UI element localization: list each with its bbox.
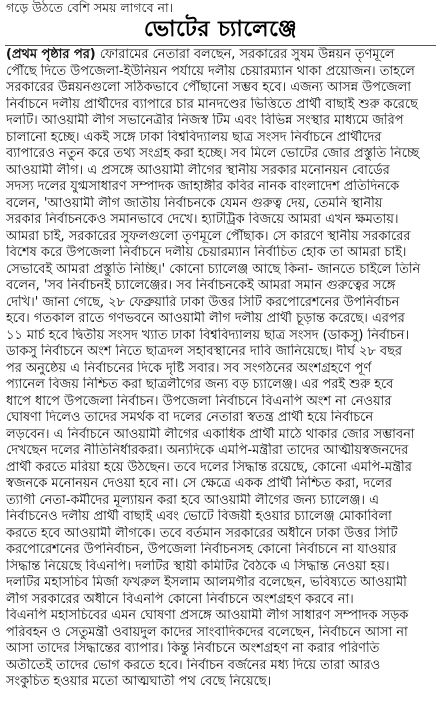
article-line-text: নির্বাচনে দলীয় প্রার্থীদের ব্যাপারে চার মানদণ্ডের ভিত্তিতে প্রার্থী বাছাই শুরু করেছে: [6, 96, 418, 112]
article-line: [6, 212, 436, 229]
article-line: [6, 146, 436, 163]
article-line-text: সদস্য দলের যুগ্মসাধারণ সম্পাদক জাহাঙ্গীর কবির নানক বাংলাদেশ প্রতিদিনকে: [6, 179, 400, 194]
article-line: [6, 97, 436, 114]
article-line: [6, 394, 436, 411]
article-line-text: ১১ মার্চ হবে দ্বিতীয় সংসদ খ্যাত ঢাকা বিশ্ববিদ্যালয় ছাত্র সংসদ (ডাকসু) নির্বাচন।: [6, 327, 410, 343]
article-line-text: বলেন, 'সব নির্বাচনই চ্যালেঞ্জের। সব নির্বাচনকেই আমরা সমান গুরুত্বের সঙ্গে: [6, 278, 396, 293]
article-line-text: লীগ সরকারের অধীনে বিএনপি কোনো নির্বাচনে অংশগ্রহণ করবে না।: [6, 591, 354, 607]
article-line: [6, 163, 436, 180]
article-line-text: সংকুচিত হওয়ার মতো আত্মঘাতী পথ বেছে নিয়েছে।: [6, 674, 272, 689]
article-line: [6, 179, 436, 196]
article-line-text: সিদ্ধান্ত নিয়েছে বিএনপি। দলটির স্থায়ী কমিটির বৈঠকে এ সিদ্ধান্ত নেওয়া হয়।: [6, 558, 390, 574]
article-line: [6, 674, 436, 691]
article-line: [6, 344, 436, 361]
article-line-text: পরিবহন ও সেতুমন্ত্রী ওবায়দুল কাদের সাংবাদিকদের বলেছেন, নির্বাচনে আসা না: [6, 624, 408, 640]
article-line-text: দেখি।' জানা গেছে, ২৮ ফেব্রুয়ারি ঢাকা উত্তর সিটি করপোরেশনের উপনির্বাচন: [6, 294, 400, 310]
article-line-text: দেখছেন দলের নীতিনির্ধারকরা। অন্যদিকে এমপি-মন্ত্রীরা তাদের আত্মীয়স্বজনদের: [6, 443, 409, 458]
article-line: [6, 542, 436, 559]
article-line-text: লড়বেন। এ নির্বাচনে আওয়ামী লীগের একাধিক প্রার্থী মাঠে থাকার জোর সম্ভাবনা: [6, 426, 415, 442]
lead-marker: (প্রথম পৃষ্ঠার পর): [6, 47, 96, 62]
article-line: [6, 460, 436, 477]
article-line-text: সরকারের উন্নয়নগুলো সঠিকভাবে পৌঁছানো সম্ভব হবে। এজন্য আসন্ন উপজেলা: [6, 80, 411, 95]
article-line-text: অতীতেই তাদের ভোগ করতে হবে। নির্বাচন বর্জনের মধ্য দিয়ে তারা আরও: [6, 657, 381, 673]
article-line-text: বলেন, 'আওয়ামী লীগ জাতীয় নির্বাচনকে যেমন গুরুত্ব দেয়, তেমনি স্থানীয়: [6, 195, 383, 211]
article-line: [6, 377, 436, 394]
article-line-text: প্রার্থী করতে মরিয়া হয়ে উঠছেন। তবে দলের সিদ্ধান্ত রয়েছে, কোনো এমপি-মন্ত্রীর: [6, 459, 412, 475]
article-line: [6, 328, 436, 345]
article-line-text: ডাকসু নির্বাচনে অংশ নিতে ছাত্রদল সহাবস্থানের দাবি জানিয়েছে। দীর্ঘ ২৮ বছর: [6, 344, 402, 359]
article-line-text: করপোরেশনের উপনির্বাচন, উপজেলা নির্বাচনসহ কোনো নির্বাচনে না যাওয়ার: [6, 542, 397, 557]
article-line: [6, 229, 436, 246]
article-line: [6, 493, 436, 510]
article-line: [6, 47, 436, 64]
article-line: [6, 608, 436, 625]
headline-rule: [5, 45, 436, 46]
article-line: [6, 311, 436, 328]
article-line: [6, 245, 436, 262]
article-line: [6, 509, 436, 526]
article-line: [6, 526, 436, 543]
article-line: [6, 410, 436, 427]
article-line: [6, 443, 436, 460]
article-line: [6, 641, 436, 658]
article-line: [6, 559, 436, 576]
article-line-text: ত্যাগী নেতা-কর্মীদের মূল্যায়ন করা হবে আওয়ামী লীগের জন্য চ্যালেঞ্জ। এ: [6, 492, 379, 508]
article-line: [6, 196, 436, 213]
article-line: [6, 295, 436, 312]
article-line: [6, 278, 436, 295]
article-line: [6, 262, 436, 279]
article-line-text: ধাপে ধাপে উপজেলা নির্বাচন। উপজেলা নির্বাচনে বিএনপি অংশ না নেওয়ার: [6, 393, 392, 409]
article-line-text: বিএনপি মহাসচিবের এমন ঘোষণা প্রসঙ্গে আওয়ামী লীগ সাধারণ সম্পাদক সড়ক: [6, 608, 409, 623]
article-line-text: বিশেষ করে উপজেলা নির্বাচনে দলীয় চেয়ারম্যান নির্বাচিত হোক তা আমরা চাই।: [6, 245, 407, 260]
article-line-text: সেভাবেই আমরা প্রস্তুতি নিচ্ছি।' কোনো চ্যালেঞ্জ আছে কিনা- জানতে চাইলে তিনি: [6, 261, 421, 277]
article-line-text: ঘোষণা দিলেও তাদের সমর্থক বা দলের নেতারা স্বতন্ত্র প্রার্থী হয়ে নির্বাচনে: [6, 410, 374, 425]
article-line: [6, 130, 436, 147]
article-line-text: করতে হবে আওয়ামী লীগকে। তবে বর্তমান সরকারের অধীনে ঢাকা উত্তর সিটি: [6, 525, 398, 541]
article-line-text: আওয়ামী লীগ। এ প্রসঙ্গে আওয়ামী লীগের স্থানীয় সরকার মনোনয়ন বোর্ডের: [6, 162, 390, 178]
article-line-text: চালানো হচ্ছে। একই সঙ্গে ঢাকা বিশ্ববিদ্যালয় ছাত্র সংসদ নির্বাচনে প্রার্থীদের: [6, 129, 382, 145]
article-line: [6, 575, 436, 592]
article-line-text: প্যানেল বিজয় নিশ্চিত করা ছাত্রলীগের জন্য বড় চ্যালেঞ্জ। এর পরই শুরু হবে: [6, 377, 394, 392]
article-line-text: দলটির মহাসচিব মির্জা ফখরুল ইসলাম আলমগীর বলেছেন, ভবিষ্যতে আওয়ামী: [6, 575, 407, 590]
article-line: [6, 113, 436, 130]
article-line-text: ব্যাপারেও নতুন করে তথ্য সংগ্রহ করা হচ্ছে। সব মিলে ভোটের জোর প্রস্তুতি নিচ্ছে: [6, 146, 420, 161]
article-line: [6, 476, 436, 493]
article-body: [6, 47, 436, 718]
article-line-text: আসা তাদের সিদ্ধান্তের ব্যাপার। কিন্তু নির্বাচনে অংশগ্রহণ না করার পরিণতি: [6, 641, 380, 656]
article-line: [6, 64, 436, 81]
article-line-text: দলটি। আওয়ামী লীগ সভানেত্রীর নিজস্ব টিম এবং বিভিন্ন সংস্থার মাধ্যমে জরিপ: [6, 113, 404, 128]
article-line: [6, 361, 436, 378]
article-line: [6, 658, 436, 675]
article-line: [6, 80, 436, 97]
article-line-text: আমরা চাই, সরকারের সুফলগুলো তৃণমূলে পৌঁছাক। সে কারণে স্থানীয় সরকারের: [6, 228, 411, 244]
previous-article-tail: গড়ে উঠতে বেশি সময় লাগবে না।: [6, 0, 174, 15]
article-line-text: পৌঁছে দিতে উপজেলা-ইউনিয়ন পর্যায়ে দলীয় চেয়ারম্যান থাকা প্রয়োজন। তাহলে: [6, 63, 415, 79]
article-headline: ভোটের চ্যালেঞ্জে: [143, 17, 298, 42]
article-line: [6, 592, 436, 609]
article-line: [6, 427, 436, 444]
article-line-text: হবে। গতকাল রাতে গণভবনে আওয়ামী লীগ দলীয় প্রার্থী চূড়ান্ত করেছে। এরপর: [6, 311, 405, 326]
article-line-text: স্বজনকে মনোনয়ন দেওয়া হবে না। সে ক্ষেত্রে একক প্রার্থী নিশ্চিত করা, দলের: [6, 476, 392, 491]
article-line-text: নির্বাচনেও দলীয় প্রার্থী বাছাই এবং ভোটে বিজয়ী হওয়ার চ্যালেঞ্জ মোকাবিলা: [6, 509, 392, 524]
article-line: [6, 625, 436, 642]
article-line-text: পর অনুষ্ঠেয় এ নির্বাচনের দিকে দৃষ্টি সবার। সব সংগঠনের অংশগ্রহণে পূর্ণ: [6, 360, 372, 376]
article-line-text: সরকার নির্বাচনকেও সমানভাবে দেখে। হ্যাটট্রিক বিজয়ে আমরা এখন ক্ষমতায়।: [6, 212, 399, 227]
article-line-text: ফোরামের নেতারা বলছেন, সরকারের সুষম উন্নয়ন তৃণমূলে: [95, 47, 395, 62]
